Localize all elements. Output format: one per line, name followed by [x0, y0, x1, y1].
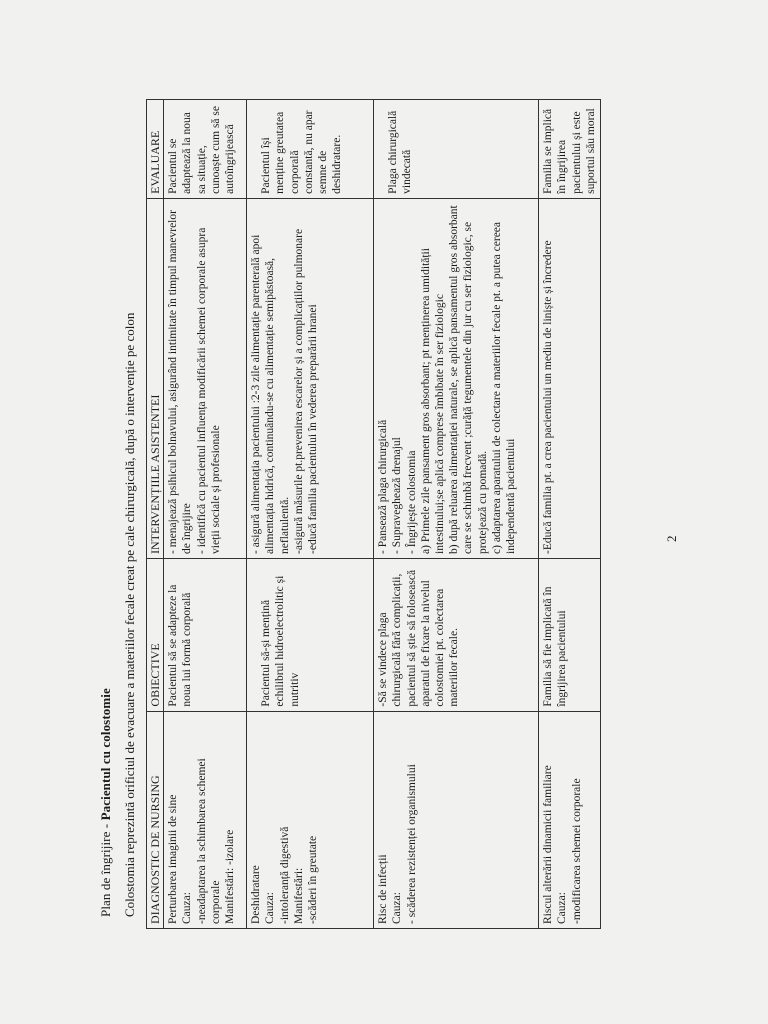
cell-text: Pacientul se adaptează la noua sa situație, cunoaște cum să se autoîngrijească [167, 103, 237, 194]
cell-text: a) Primele zile pansament gros absorbant; pt menținerea umidității intestinului;se aplică comprese îmbibate în ser fiziologic [419, 245, 447, 554]
cell-text: Plaga chirurgicală vindecată [387, 107, 414, 194]
cell-evaluation [539, 100, 601, 199]
cell-text: Pacientul își menține greutatea corporală constantă, nu apar semne de deshidratare. [260, 107, 344, 194]
cell-text: Perturbarea imaginii de sine [167, 794, 180, 924]
cell-text: -Educă familia pt. a crea pacientului un mediu de liniște și încredere [542, 240, 555, 554]
header-diagnostic: DIAGNOSTIC DE NURSING [147, 711, 164, 928]
cell-diagnostic [247, 711, 374, 928]
page-number: 2 [664, 535, 679, 542]
cell-text: Manifestări: [292, 867, 305, 924]
cell-objective [539, 558, 601, 711]
cell-text: c) adaptarea aparatului de colectare a materiilor fecale pt. a putea cereea independentă pacientului [490, 219, 518, 554]
cell-text: -educă familia pacientului în vederea preparării hranei [307, 304, 320, 554]
header-evaluation: EVALUARE [147, 100, 164, 199]
table-row [374, 100, 539, 929]
cell-evaluation [247, 100, 374, 199]
cell-text: Deshidratare [250, 865, 263, 924]
cell-text: -intoleranță digestivă [278, 826, 291, 924]
care-plan-table [146, 99, 601, 929]
cell-evaluation [374, 100, 539, 199]
cell-text: Manifestări: -izolare [224, 829, 237, 924]
cell-text: Riscul alterării dinamicii familiare [542, 765, 555, 924]
document-title [98, 688, 114, 917]
cell-text: - scăderea rezistenței organismului [405, 764, 418, 924]
document-subtitle: Colostomia reprezintă orificiul de evacuare a materiilor fecale creat pe cale chirurgicală, după o intervenție pe colon [122, 312, 137, 917]
cell-interventions [374, 198, 539, 558]
title-bold: Pacientul cu colostomie [98, 688, 113, 821]
cell-text: Pacientul să se adapteze la noua lui formă corporală [167, 581, 194, 707]
cell-objective [247, 558, 374, 711]
cell-text: Cauza: [556, 892, 569, 924]
cell-text: - menajează psihicul bolnavului, asigurând intimitate în timpul manevrelor de îngrijire [167, 207, 194, 554]
cell-text: Familia se implică în îngrijirea pacientului și este suportul său moral [542, 106, 597, 194]
header-interventions: INTERVENȚIILE ASISTENTEI [147, 198, 164, 558]
cell-text: - Pansează plaga chirurgicală [377, 419, 390, 554]
cell-text: - Îngrijește colostomia [405, 450, 418, 554]
cell-text: Cauza: [391, 892, 404, 924]
cell-text: -scăderi în greutate [307, 835, 320, 924]
table-header-row [147, 100, 164, 929]
title-prefix: Plan de îngrijire - [98, 820, 113, 917]
cell-text: b) după reluarea alimentației naturale, se aplică pansamentul gros absorbant care se schimbă frecvent ;curăță tegumentele din jur cu ser fiziologic, se protejează cu pomadă. [448, 202, 489, 554]
cell-diagnostic [374, 711, 539, 928]
cell-objective [374, 558, 539, 711]
cell-interventions [164, 198, 247, 558]
table-row [247, 100, 374, 929]
cell-text: -modificarea schemei corporale [570, 778, 583, 924]
cell-text: - asigură alimentația pacientului :2-3 zile alimentație parenterală apoi alimentația hidrică, continuându-se cu alimentație semipăstoasă, neflatulentă. [250, 231, 291, 554]
cell-interventions [247, 198, 374, 558]
cell-text: -neadaptarea la schimbarea schemei corporale [195, 755, 222, 924]
cell-text: Cauza: [181, 892, 194, 924]
cell-text: Pacientul să-și mențină echilibrul hidroelectrolitic și nutritiv [260, 572, 301, 707]
table-row [164, 100, 247, 929]
cell-text: Familia să fie implicată în îngrijirea pacientului [542, 583, 569, 707]
cell-diagnostic [539, 711, 601, 928]
header-objective: OBIECTIVE [147, 558, 164, 711]
table-row [539, 100, 601, 929]
cell-text: - Supraveghează drenajul [391, 437, 404, 554]
cell-diagnostic [164, 711, 247, 928]
cell-objective [164, 558, 247, 711]
cell-text: - identifică cu pacientul influența modificării schemei corporale asupra vieții sociale și profesionale [195, 224, 222, 554]
cell-text: -asigură măsurile pt.prevenirea escarelor și a complicațiilor pulmonare [292, 228, 305, 554]
document-page [64, 12, 704, 1012]
cell-text: Risc de infecții [377, 854, 390, 924]
cell-text: -Să se vindece plaga chirurgicală fără complicații, pacientul să știe să folosească aparatul de fixare la nivelul colostomiei pt. colectarea materiilor fecale. [377, 567, 461, 707]
cell-evaluation [164, 100, 247, 199]
cell-text: Cauza: [264, 892, 277, 924]
cell-interventions [539, 198, 601, 558]
